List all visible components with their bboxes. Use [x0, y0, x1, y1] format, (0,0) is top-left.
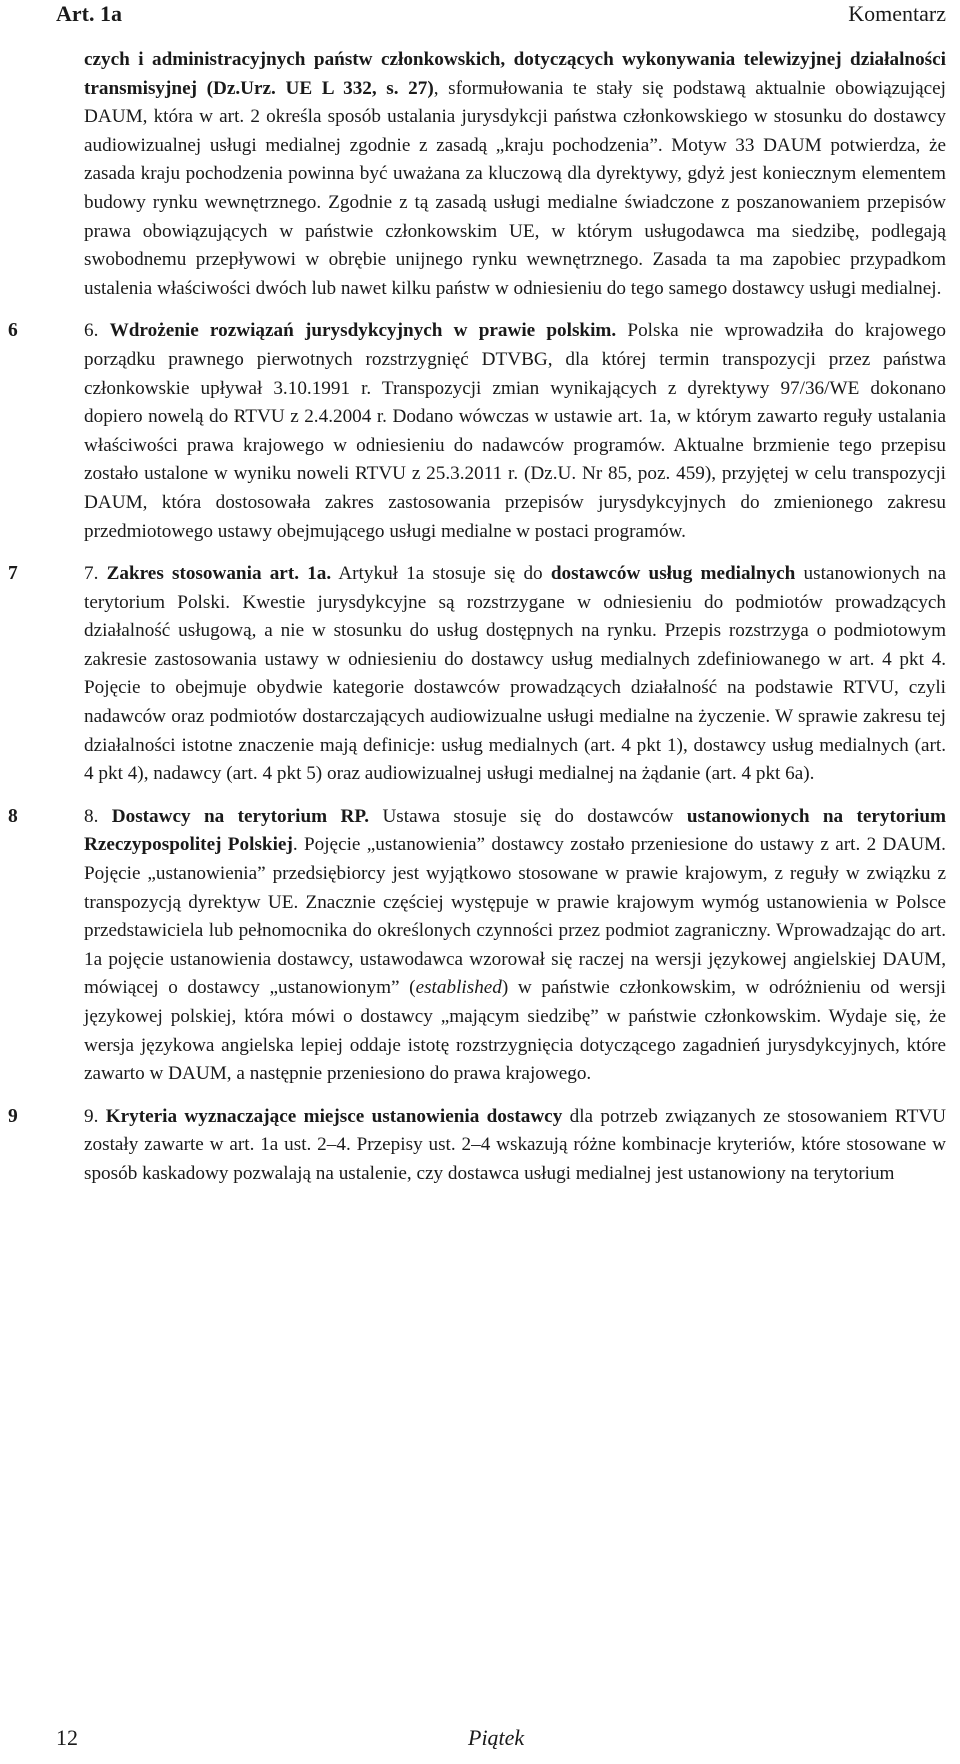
margin-number: 7	[8, 563, 18, 585]
paragraph-number: 9.	[84, 1105, 99, 1127]
paragraph-bold-term: dostawców usług medialnych	[550, 563, 796, 585]
paragraph-6	[8, 317, 947, 546]
paragraph-body: dla potrzeb związanych ze stosowaniem RTVU zostały zawarte w art. 1a ust. 2–4. Przepisy ust. 2–4 wskazują różne kombinacje kryteriów, które stosowane w sposób kaskadowy pozwalają na ustalenie, czy dostawca usługi medialnej jest ustanowiony na terytorium	[84, 1105, 946, 1184]
paragraph-text	[84, 317, 946, 546]
paragraph-9	[8, 1103, 946, 1189]
margin-number: 6	[8, 320, 18, 342]
running-footer	[56, 1724, 960, 1754]
paragraph-text	[84, 46, 946, 303]
paragraph-8	[8, 803, 947, 1089]
paragraph-7	[8, 560, 946, 789]
header-label: Komentarz	[848, 1, 946, 26]
paragraph-heading: Kryteria wyznaczające miejsce ustanowienia dostawcy	[105, 1105, 563, 1127]
margin-number: 9	[8, 1105, 18, 1127]
page-content	[8, 46, 947, 1189]
paragraph-body: Polska nie wprowadziła do krajowego porządku prawnego pierwotnych rozstrzygnięć DTVBG, dla której termin transpozycji przez państwa członkowskie upływał 3.10.1991 r. Transpozycji zmian wynikających z dyrektywy 97/36/WE dokonano dopiero nowelą do RTVU z 2.4.2004 r. Dodano wówczas w ustawie art. 1a, w którym zawarto reguły ustalania właściwości prawa krajowego w odniesieniu do nadawców programów. Aktualne brzmienie tego przepisu zostało ustalone w wyniku noweli RTVU z 25.3.2011 r. (Dz.U. Nr 85, poz. 459), przyjętej w celu transpozycji DAUM, która dostosowała zakres zastosowania przepisów jurysdykcyjnych do zmienionego zakresu przedmiotowego ustawy obejmującego usługi medialne w postaci programów.	[84, 320, 947, 542]
paragraph-body: ustanowionych na terytorium Polski. Kwestie jurysdykcyjne są rozstrzygane w odniesieniu do podmiotów prowadzących działalność usługową, a nie w stosunku do usług dostępnych na rynku. Przepis rozstrzyga o podmiotowym zakresie zastosowania ustawy w odniesieniu do dostawcy usług medialnych zdefiniowanego w art. 4 pkt 4. Pojęcie to obejmuje obydwie kategorie dostawców prowadzących działalność na podstawie RTVU, czyli nadawców oraz podmiotów dostarczających audiowizualne usługi medialne na życzenie. W sprawie zakresu tej działalności istotne znaczenie mają definicje: usług medialnych (art. 4 pkt 1), dostawcy usług medialnych (art. 4 pkt 4), nadawcy (art. 4 pkt 5) oraz audiowizualnej usługi medialnej na żądanie (art. 4 pkt 6a).	[84, 563, 946, 785]
header-section: Art. 1a	[56, 1, 122, 26]
paragraph-body: Ustawa stosuje się do dostawców	[382, 805, 674, 827]
paragraph-continuation	[84, 46, 946, 303]
paragraph-italic-term: established	[415, 977, 502, 999]
paragraph-body: . Pojęcie „ustanowienia” dostawcy zostało przeniesione do ustawy z art. 2 DAUM. Pojęcie „ustanowienia” przedsiębiorcy jest wyjątkowo stosowane w prawie krajowym, z reguły w związku z transpozycją dyrektyw UE. Znacznie częściej występuje w prawie krajowym wymóg ustanowienia w Polsce przedstawiciela lub pełnomocnika do określonych czynności przez podmiot zagraniczny. Wprowadzając do art. 1a pojęcie ustanowienia dostawcy, ustawodawca wzorował się raczej na wersji językowej angielskiej DAUM, mówiącej o dostawcy „ustanowionym” (	[84, 834, 946, 999]
paragraph-bold-text: czych i administracyjnych państw członkowskich, dotyczących wykonywania telewizyjnej działalności transmisyjnej (Dz.Urz. UE L 332, s. 27)	[84, 49, 946, 99]
paragraph-text	[84, 803, 946, 1089]
paragraph-number: 7.	[84, 563, 99, 585]
paragraph-number: 8.	[84, 805, 99, 827]
paragraph-text	[84, 560, 946, 789]
footer-author: Piątek	[468, 1725, 525, 1750]
page-number: 12	[56, 1725, 78, 1750]
paragraph-bold-term: ustanowionych na terytorium Rzeczypospolitej Polskiej	[84, 805, 947, 856]
paragraph-body: Artykuł 1a stosuje się do	[338, 563, 543, 585]
paragraph-heading: Wdrożenie rozwiązań jurysdykcyjnych w prawie polskim.	[109, 320, 617, 342]
paragraph-body: , sformułowania te stały się podstawą aktualnie obowiązującej DAUM, która w art. 2 określa sposób ustalania jurysdykcji państwa członkowskiego w stosunku do dostawcy audiowizualnej usługi medialnej zgodnie z zasadą „kraju pochodzenia”. Motyw 33 DAUM potwierdza, że zasada kraju pochodzenia powinna być uważana za kluczową dla dyrektywy, gdyż jest koniecznym elementem budowy rynku wewnętrznego. Zgodnie z tą zasadą usługi medialne świadczone z poszanowaniem przepisów prawa obowiązujących w państwie członkowskim UE, w którym usługodawca ma siedzibę, podlegają swobodnemu przepływowi w obrębie unijnego rynku wewnętrznego. Zasada ta ma zapobiec przypadkom ustalenia właściwości dwóch lub nawet kilku państw w odniesieniu do tego samego dostawcy usługi medialnej.	[84, 77, 946, 299]
paragraph-number: 6.	[84, 320, 99, 342]
paragraph-heading: Dostawcy na terytorium RP.	[111, 805, 370, 827]
paragraph-text	[84, 1103, 946, 1189]
paragraph-heading: Zakres stosowania art. 1a.	[106, 563, 332, 585]
running-header	[56, 0, 946, 34]
margin-number: 8	[8, 805, 18, 827]
paragraph-body: ) w państwie członkowskim, w odróżnieniu od wersji językowej polskiej, która mówi o dostawcy „mającym siedzibę” w państwie członkowskim. Wydaje się, że wersja językowa angielska lepiej oddaje istotę rozstrzygnięcia dotyczącego zagadnień jurysdykcyjnych, które zawarto w DAUM, a następnie przeniesiono do prawa krajowego.	[84, 977, 947, 1085]
